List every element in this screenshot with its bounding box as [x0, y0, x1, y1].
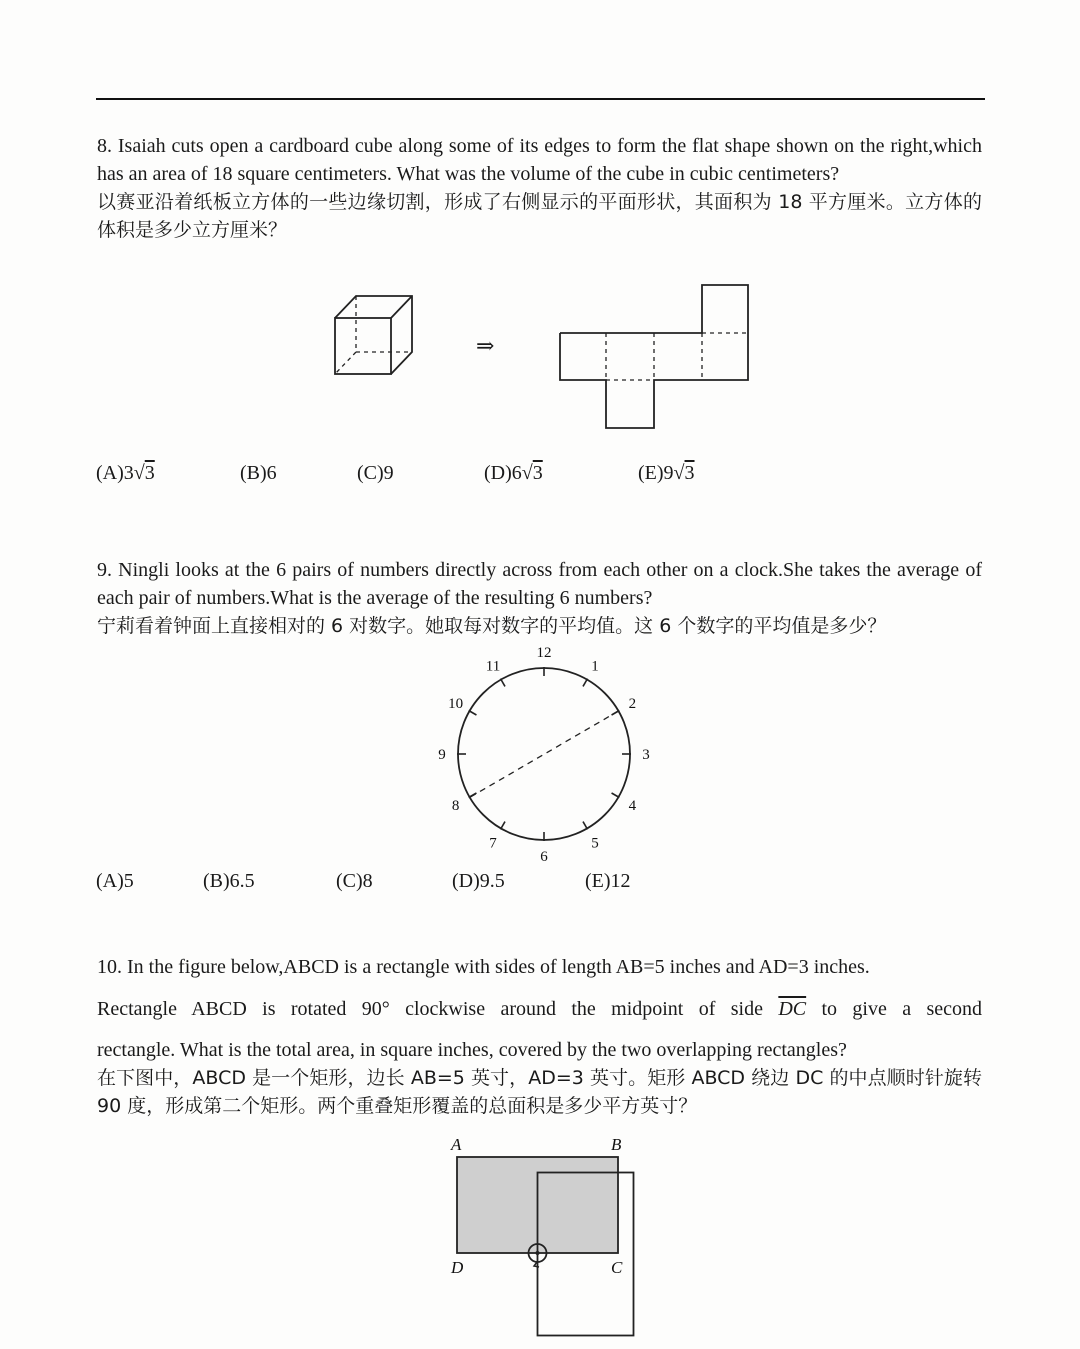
- clock-diameter: [471, 711, 619, 797]
- q9-chinese: 宁莉看着钟面上直接相对的 6 对数字。她取每对数字的平均值。这 6 个数字的平均值是多少？: [97, 615, 887, 637]
- q8-option-d[interactable]: [484, 462, 543, 485]
- option-value: 6: [266, 462, 277, 484]
- q8-english: 8. Isaiah cuts open a cardboard cube along some of its edges to form the flat shape shown on the right,which has an area of 18 square centimeters. What was the volume of the cube in cubic centimeters?: [97, 135, 982, 185]
- clock-face: [458, 668, 630, 840]
- option-radicand: 3: [532, 462, 543, 484]
- q9-option-d[interactable]: (D)9.5: [452, 870, 505, 892]
- q9-english: 9. Ningli looks at the 6 pairs of numbers directly across from each other on a clock.She takes the average of each pair of numbers.What is the average of the resulting 6 numbers?: [97, 559, 982, 609]
- q8-options: [0, 462, 1080, 492]
- q9-option-e[interactable]: (E)12: [585, 870, 631, 892]
- clock-tick: [583, 822, 588, 830]
- q10-line2-post: to give a second: [806, 998, 982, 1020]
- segment-dc: $\overline{DC}$: [778, 998, 807, 1020]
- option-letter: (D): [484, 462, 512, 484]
- clock-tick: [583, 679, 588, 687]
- option-letter: (E): [638, 462, 664, 484]
- q8-option-e[interactable]: [638, 462, 695, 485]
- clock-number: 1: [591, 658, 599, 675]
- q10-text: [97, 946, 982, 1120]
- q9-text: [97, 556, 982, 640]
- q9-clock-figure: [430, 640, 660, 870]
- clock-number: 11: [485, 658, 501, 675]
- clock-number: 8: [451, 798, 460, 814]
- clock-number: 2: [628, 696, 637, 712]
- q8-option-a[interactable]: [96, 462, 155, 485]
- q9-option-a[interactable]: (A)5: [96, 870, 134, 892]
- option-letter: (C): [357, 462, 384, 484]
- option-radicand: 3: [144, 462, 155, 484]
- option-value: 9: [383, 462, 394, 484]
- option-letter: (A): [96, 462, 124, 484]
- rotation-center-dot: [536, 1251, 540, 1255]
- option-coef: 3: [123, 462, 134, 484]
- label-c: C: [611, 1258, 623, 1277]
- clock-number: 7: [489, 835, 497, 852]
- q8-chinese: 以赛亚沿着纸板立方体的一些边缘切割，形成了右侧显示的平面形状，其面积为 18 平方厘米。立方体的体积是多少立方厘米？: [97, 191, 982, 241]
- q10-line2-pre: Rectangle ABCD is rotated 90° clockwise around the midpoint of side: [97, 998, 779, 1020]
- q8-arrow: ⇒: [476, 333, 495, 358]
- clock-number: 5: [591, 835, 599, 852]
- q9-options: [0, 870, 1080, 900]
- header-rule: [96, 98, 985, 100]
- q8-cube-figure: [330, 290, 420, 380]
- label-a: A: [451, 1135, 462, 1154]
- sqrt-icon: √3: [133, 462, 155, 484]
- q9-option-c[interactable]: (C)8: [336, 870, 373, 892]
- clock-tick: [501, 679, 506, 687]
- clock-tick: [501, 822, 506, 830]
- clock-tick: [612, 711, 620, 716]
- q9-option-b[interactable]: (B)6.5: [203, 870, 255, 892]
- clock-tick: [469, 711, 477, 716]
- sqrt-icon: √3: [521, 462, 543, 484]
- sqrt-icon: √3: [673, 462, 695, 484]
- option-letter: (B): [240, 462, 267, 484]
- clock-tick: [612, 793, 620, 798]
- clock-number: 12: [536, 645, 552, 661]
- q10-english-line1: 10. In the figure below,ABCD is a rectangle with sides of length AB=5 inches and AD=3 inches.: [97, 956, 870, 978]
- q8-option-c[interactable]: [357, 462, 394, 485]
- clock-tick: [469, 793, 477, 798]
- clock-number: 9: [438, 747, 446, 763]
- q8-net-figure: [555, 280, 755, 435]
- q10-rectangles-figure: [440, 1130, 660, 1345]
- q8-text: [97, 132, 982, 244]
- label-b: B: [611, 1135, 622, 1154]
- clock-number: 6: [540, 849, 548, 865]
- clock-number: 3: [642, 747, 650, 763]
- q8-option-b[interactable]: [240, 462, 277, 485]
- q10-english-line3: rectangle. What is the total area, in square inches, covered by the two overlapping rectangles?: [97, 1039, 847, 1061]
- clock-number: 4: [628, 798, 637, 814]
- option-coef: 9: [663, 462, 674, 484]
- q10-english-line2: [97, 988, 982, 1030]
- q10-chinese: 在下图中，ABCD 是一个矩形，边长 AB=5 英寸，AD=3 英寸。矩形 ABCD 绕边 DC 的中点顺时针旋转 90 度，形成第二个矩形。两个重叠矩形覆盖的总面积是多少平方英寸？: [97, 1067, 982, 1117]
- option-coef: 6: [511, 462, 522, 484]
- clock-number: 10: [448, 696, 464, 712]
- option-radicand: 3: [684, 462, 695, 484]
- label-d: D: [451, 1258, 464, 1277]
